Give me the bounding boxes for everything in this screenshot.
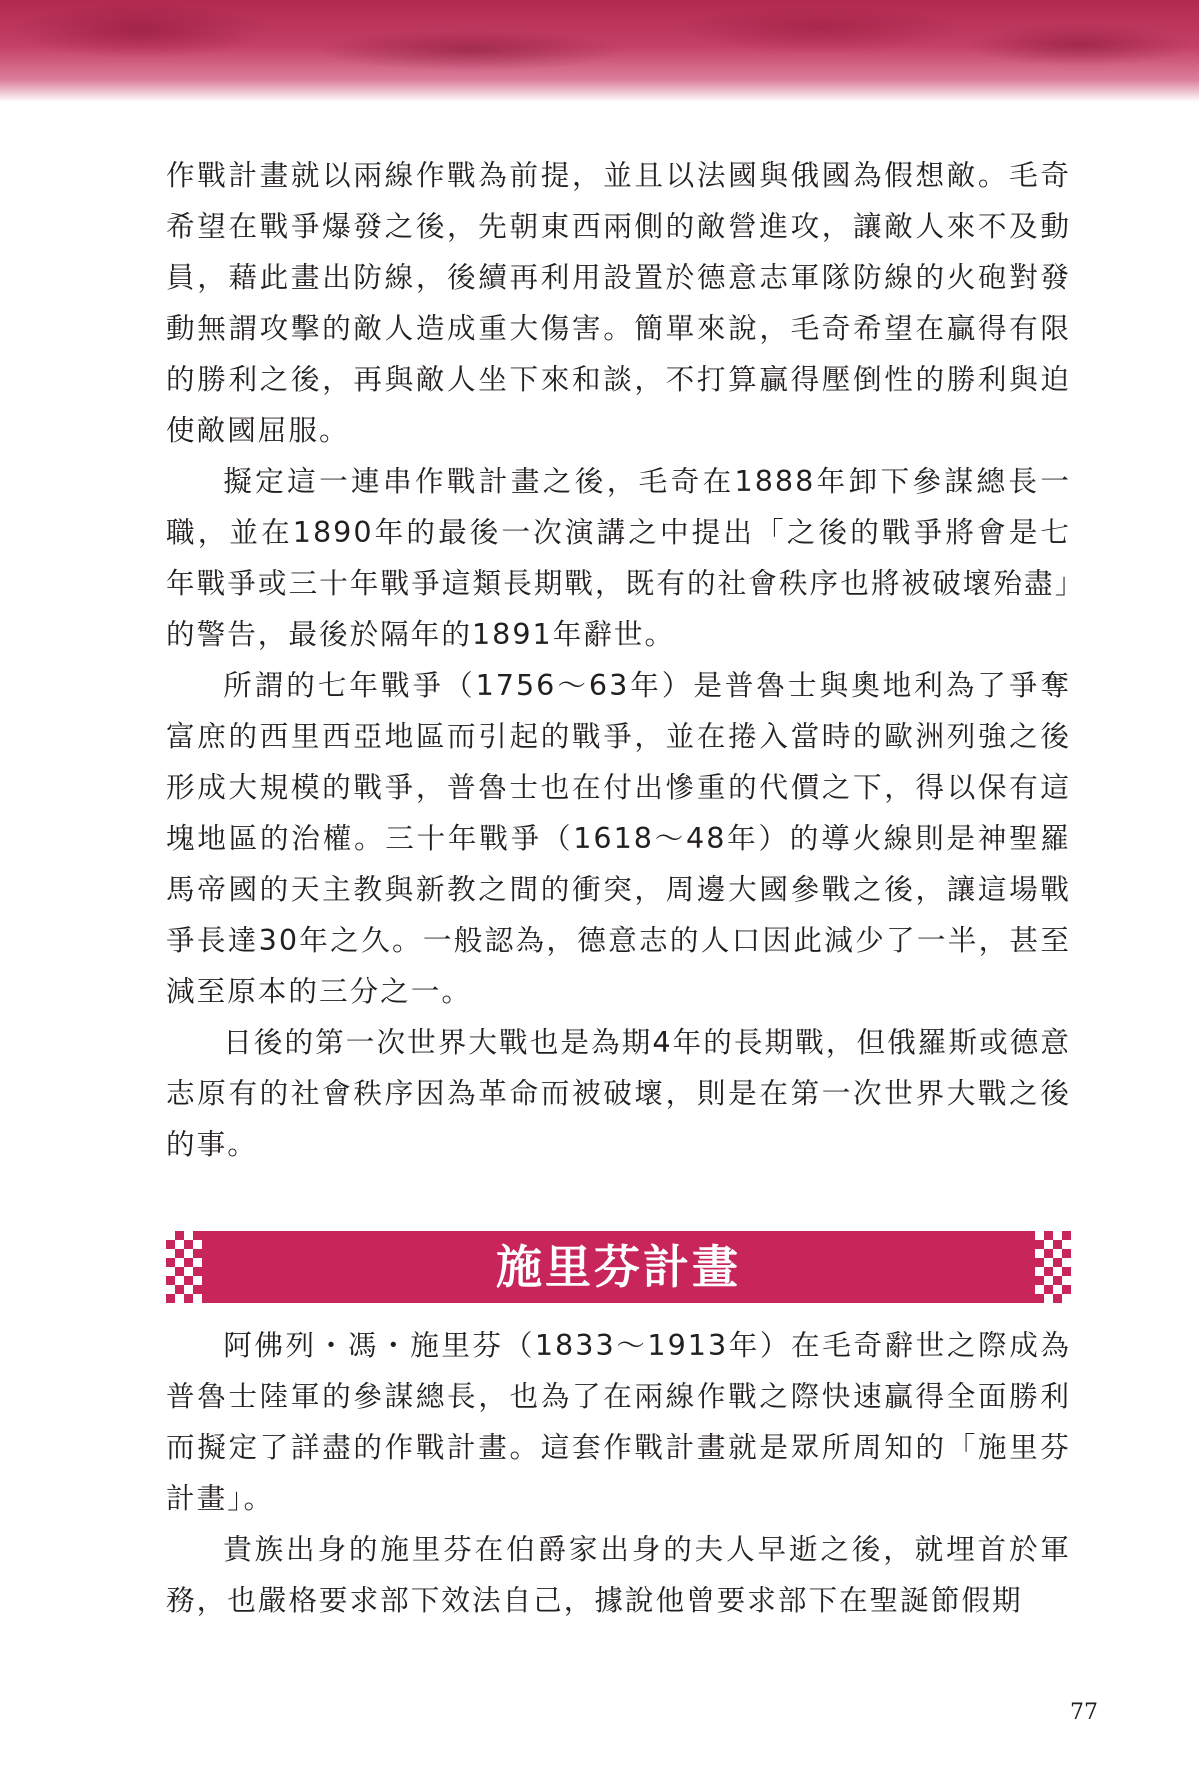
paragraph: 阿佛列・馮・施里芬（1833～1913年）在毛奇辭世之際成為普魯士陸軍的參謀總長，也為了在兩線作戰之際快速贏得全面勝利而擬定了詳盡的作戰計畫。這套作戰計畫就是眾所周知的「施里芬計畫」。 [166, 1328, 1071, 1515]
body-text-section-1 [166, 150, 1071, 1170]
page-number: 77 [1070, 1700, 1098, 1725]
section-heading-banner [166, 1231, 1071, 1303]
paragraph: 日後的第一次世界大戰也是為期4年的長期戰，但俄羅斯或德意志原有的社會秩序因為革命而被破壞，則是在第一次世界大戰之後的事。 [166, 1025, 1071, 1161]
paragraph: 貴族出身的施里芬在伯爵家出身的夫人早逝之後，就埋首於軍務，也嚴格要求部下效法自己，據說他曾要求部下在聖誕節假期 [166, 1532, 1071, 1617]
paragraph: 擬定這一連串作戰計畫之後，毛奇在1888年卸下參謀總長一職，並在1890年的最後一次演講之中提出「之後的戰爭將會是七年戰爭或三十年戰爭這類長期戰，既有的社會秩序也將被破壞殆盡」的警告，最後於隔年的1891年辭世。 [166, 464, 1071, 651]
paragraph: 作戰計畫就以兩線作戰為前提，並且以法國與俄國為假想敵。毛奇希望在戰爭爆發之後，先朝東西兩側的敵營進攻，讓敵人來不及動員，藉此畫出防線，後續再利用設置於德意志軍隊防線的火砲對發動無謂攻擊的敵人造成重大傷害。簡單來說，毛奇希望在贏得有限的勝利之後，再與敵人坐下來和談，不打算贏得壓倒性的勝利與迫使敵國屈服。 [166, 158, 1071, 447]
section-heading-title: 施里芬計畫 [496, 1240, 741, 1294]
body-text-section-2 [166, 1320, 1071, 1626]
decorative-header-band [0, 0, 1199, 102]
paragraph: 所謂的七年戰爭（1756～63年）是普魯士與奧地利為了爭奪富庶的西里西亞地區而引起的戰爭，並在捲入當時的歐洲列強之後形成大規模的戰爭，普魯士也在付出慘重的代價之下，得以保有這塊地區的治權。三十年戰爭（1618～48年）的導火線則是神聖羅馬帝國的天主教與新教之間的衝突，周邊大國參戰之後，讓這場戰爭長達30年之久。一般認為，德意志的人口因此減少了一半，甚至減至原本的三分之一。 [166, 668, 1071, 1008]
